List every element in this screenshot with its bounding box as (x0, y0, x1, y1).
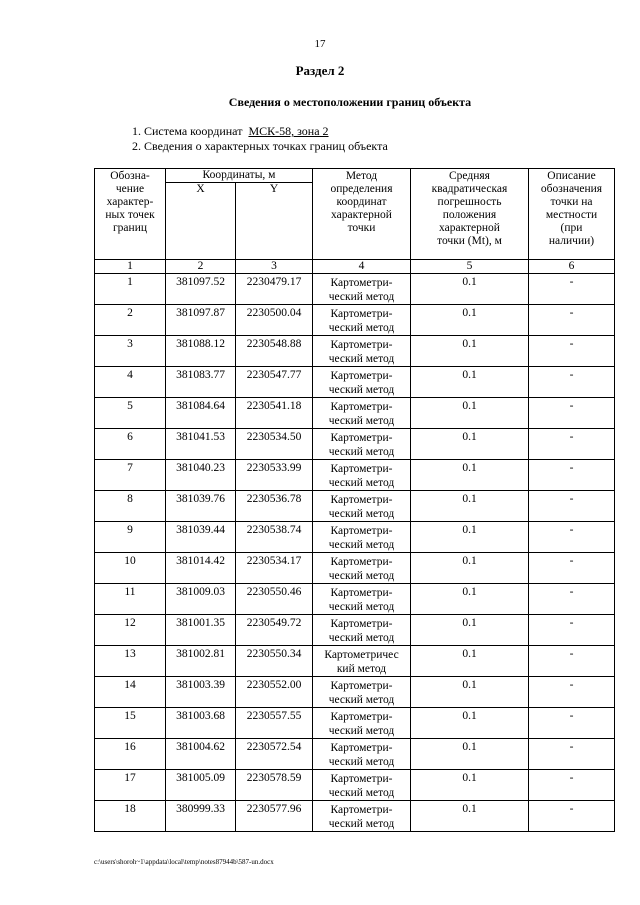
x-coordinate-cell: 381001.35 (166, 615, 236, 646)
y-coordinate-cell: 2230572.54 (236, 739, 313, 770)
table-row (95, 460, 615, 491)
table-row (95, 553, 615, 584)
mt-cell: 0.1 (411, 305, 529, 336)
point-number-cell: 1 (95, 274, 166, 305)
y-coordinate-cell: 2230534.17 (236, 553, 313, 584)
y-coordinate-cell: 2230578.59 (236, 770, 313, 801)
description-cell: - (529, 522, 615, 553)
x-coordinate-cell: 381004.62 (166, 739, 236, 770)
description-cell: - (529, 336, 615, 367)
header-point-designation (95, 169, 166, 260)
method-cell: Картометри- ческий метод (313, 398, 411, 429)
point-number-cell: 5 (95, 398, 166, 429)
coordinate-system-value: МСК-58, зона 2 (248, 124, 329, 138)
subtitle: Сведения о местоположении границ объекта (228, 95, 472, 109)
table-row (95, 429, 615, 460)
x-coordinate-cell: 381040.23 (166, 460, 236, 491)
method-cell: Картометри- ческий метод (313, 336, 411, 367)
table-row (95, 615, 615, 646)
y-coordinate-cell: 2230536.78 (236, 491, 313, 522)
y-coordinate-cell: 2230541.18 (236, 398, 313, 429)
y-coordinate-cell: 2230500.04 (236, 305, 313, 336)
method-cell: Картометричес кий метод (313, 646, 411, 677)
x-coordinate-cell: 381084.64 (166, 398, 236, 429)
column-number: 1 (95, 260, 166, 274)
mt-cell: 0.1 (411, 708, 529, 739)
method-cell: Картометри- ческий метод (313, 305, 411, 336)
x-coordinate-cell: 381039.76 (166, 491, 236, 522)
x-coordinate-cell: 381014.42 (166, 553, 236, 584)
mt-cell: 0.1 (411, 429, 529, 460)
x-coordinate-cell: 381097.52 (166, 274, 236, 305)
y-coordinate-cell: 2230533.99 (236, 460, 313, 491)
header-method (313, 169, 411, 260)
method-cell: Картометри- ческий метод (313, 739, 411, 770)
point-number-cell: 13 (95, 646, 166, 677)
method-cell: Картометри- ческий метод (313, 367, 411, 398)
point-number-cell: 17 (95, 770, 166, 801)
x-coordinate-cell: 381003.39 (166, 677, 236, 708)
x-coordinate-cell: 381009.03 (166, 584, 236, 615)
header-mt (411, 169, 529, 260)
list-item-coordinate-system (132, 124, 388, 139)
y-coordinate-cell: 2230547.77 (236, 367, 313, 398)
point-number-cell: 9 (95, 522, 166, 553)
header-description-text: Описание обозначения точки на местности (при наличии) (540, 170, 603, 247)
method-cell: Картометри- ческий метод (313, 708, 411, 739)
x-coordinate-cell: 381088.12 (166, 336, 236, 367)
y-coordinate-cell: 2230557.55 (236, 708, 313, 739)
point-number-cell: 15 (95, 708, 166, 739)
point-number-cell: 18 (95, 801, 166, 832)
header-method-text: Метод определения координат характерной точки (330, 170, 393, 234)
y-coordinate-cell: 2230538.74 (236, 522, 313, 553)
mt-cell: 0.1 (411, 677, 529, 708)
method-cell: Картометри- ческий метод (313, 460, 411, 491)
y-coordinate-cell: 2230550.34 (236, 646, 313, 677)
method-cell: Картометри- ческий метод (313, 274, 411, 305)
method-cell: Картометри- ческий метод (313, 429, 411, 460)
point-number-cell: 7 (95, 460, 166, 491)
mt-cell: 0.1 (411, 801, 529, 832)
header-point-designation-text: Обозна- чение характер- ных точек границ (105, 170, 155, 234)
description-cell: - (529, 460, 615, 491)
table-row (95, 336, 615, 367)
description-cell: - (529, 553, 615, 584)
header-description (529, 169, 615, 260)
description-cell: - (529, 677, 615, 708)
coordinate-system-label: 1. Система координат (132, 124, 243, 138)
point-number-cell: 12 (95, 615, 166, 646)
method-cell: Картометри- ческий метод (313, 584, 411, 615)
table-row (95, 398, 615, 429)
method-cell: Картометри- ческий метод (313, 491, 411, 522)
description-cell: - (529, 708, 615, 739)
point-number-cell: 16 (95, 739, 166, 770)
column-number: 5 (411, 260, 529, 274)
mt-cell: 0.1 (411, 460, 529, 491)
point-number-cell: 2 (95, 305, 166, 336)
point-number-cell: 4 (95, 367, 166, 398)
table-row (95, 739, 615, 770)
header-mt-text: Средняя квадратическая погрешность положения характерной точки (Mt), м (431, 170, 508, 247)
mt-cell: 0.1 (411, 615, 529, 646)
table-row (95, 522, 615, 553)
mt-cell: 0.1 (411, 367, 529, 398)
header-x: X (166, 183, 236, 259)
x-coordinate-cell: 380999.33 (166, 801, 236, 832)
header-coordinates (166, 169, 313, 260)
method-cell: Картометри- ческий метод (313, 553, 411, 584)
mt-cell: 0.1 (411, 274, 529, 305)
column-number: 3 (236, 260, 313, 274)
table-row (95, 770, 615, 801)
point-number-cell: 8 (95, 491, 166, 522)
description-cell: - (529, 615, 615, 646)
point-number-cell: 6 (95, 429, 166, 460)
header-y: Y (269, 183, 279, 195)
point-number-cell: 11 (95, 584, 166, 615)
table-row (95, 491, 615, 522)
mt-cell: 0.1 (411, 522, 529, 553)
description-cell: - (529, 801, 615, 832)
point-number-cell: 10 (95, 553, 166, 584)
table-row (95, 677, 615, 708)
y-coordinate-cell: 2230550.46 (236, 584, 313, 615)
method-cell: Картометри- ческий метод (313, 522, 411, 553)
description-cell: - (529, 274, 615, 305)
x-coordinate-cell: 381097.87 (166, 305, 236, 336)
description-cell: - (529, 305, 615, 336)
x-coordinate-cell: 381003.68 (166, 708, 236, 739)
point-number-cell: 14 (95, 677, 166, 708)
description-cell: - (529, 491, 615, 522)
method-cell: Картометри- ческий метод (313, 770, 411, 801)
table-row (95, 708, 615, 739)
y-coordinate-cell: 2230552.00 (236, 677, 313, 708)
footer-file-path: c:\users\shoroh~1\appdata\local\temp\notes87944b\587-un.docx (94, 858, 274, 866)
boundary-points-table (94, 168, 615, 832)
mt-cell: 0.1 (411, 646, 529, 677)
header-coordinates-label: Координаты, м (166, 169, 312, 183)
mt-cell: 0.1 (411, 770, 529, 801)
mt-cell: 0.1 (411, 553, 529, 584)
page-number: 17 (314, 38, 326, 50)
description-cell: - (529, 367, 615, 398)
mt-cell: 0.1 (411, 739, 529, 770)
y-coordinate-cell: 2230534.50 (236, 429, 313, 460)
description-cell: - (529, 646, 615, 677)
column-number: 6 (529, 260, 615, 274)
x-coordinate-cell: 381083.77 (166, 367, 236, 398)
y-coordinate-cell: 2230577.96 (236, 801, 313, 832)
x-coordinate-cell: 381039.44 (166, 522, 236, 553)
table-row (95, 305, 615, 336)
table-row (95, 646, 615, 677)
y-coordinate-cell: 2230549.72 (236, 615, 313, 646)
column-number: 4 (313, 260, 411, 274)
x-coordinate-cell: 381002.81 (166, 646, 236, 677)
mt-cell: 0.1 (411, 491, 529, 522)
column-number: 2 (166, 260, 236, 274)
description-cell: - (529, 770, 615, 801)
info-list (132, 124, 388, 154)
description-cell: - (529, 584, 615, 615)
method-cell: Картометри- ческий метод (313, 801, 411, 832)
table-row (95, 584, 615, 615)
description-cell: - (529, 398, 615, 429)
description-cell: - (529, 739, 615, 770)
method-cell: Картометри- ческий метод (313, 677, 411, 708)
mt-cell: 0.1 (411, 584, 529, 615)
y-coordinate-cell: 2230548.88 (236, 336, 313, 367)
description-cell: - (529, 429, 615, 460)
method-cell: Картометри- ческий метод (313, 615, 411, 646)
mt-cell: 0.1 (411, 398, 529, 429)
section-title: Раздел 2 (295, 63, 345, 78)
table-row (95, 367, 615, 398)
column-numbers-row (95, 260, 615, 274)
y-coordinate-cell: 2230479.17 (236, 274, 313, 305)
x-coordinate-cell: 381005.09 (166, 770, 236, 801)
mt-cell: 0.1 (411, 336, 529, 367)
table-row (95, 801, 615, 832)
x-coordinate-cell: 381041.53 (166, 429, 236, 460)
table-row (95, 274, 615, 305)
list-item-points-info: 2. Сведения о характерных точках границ объекта (132, 139, 388, 153)
table-body (95, 274, 615, 832)
point-number-cell: 3 (95, 336, 166, 367)
